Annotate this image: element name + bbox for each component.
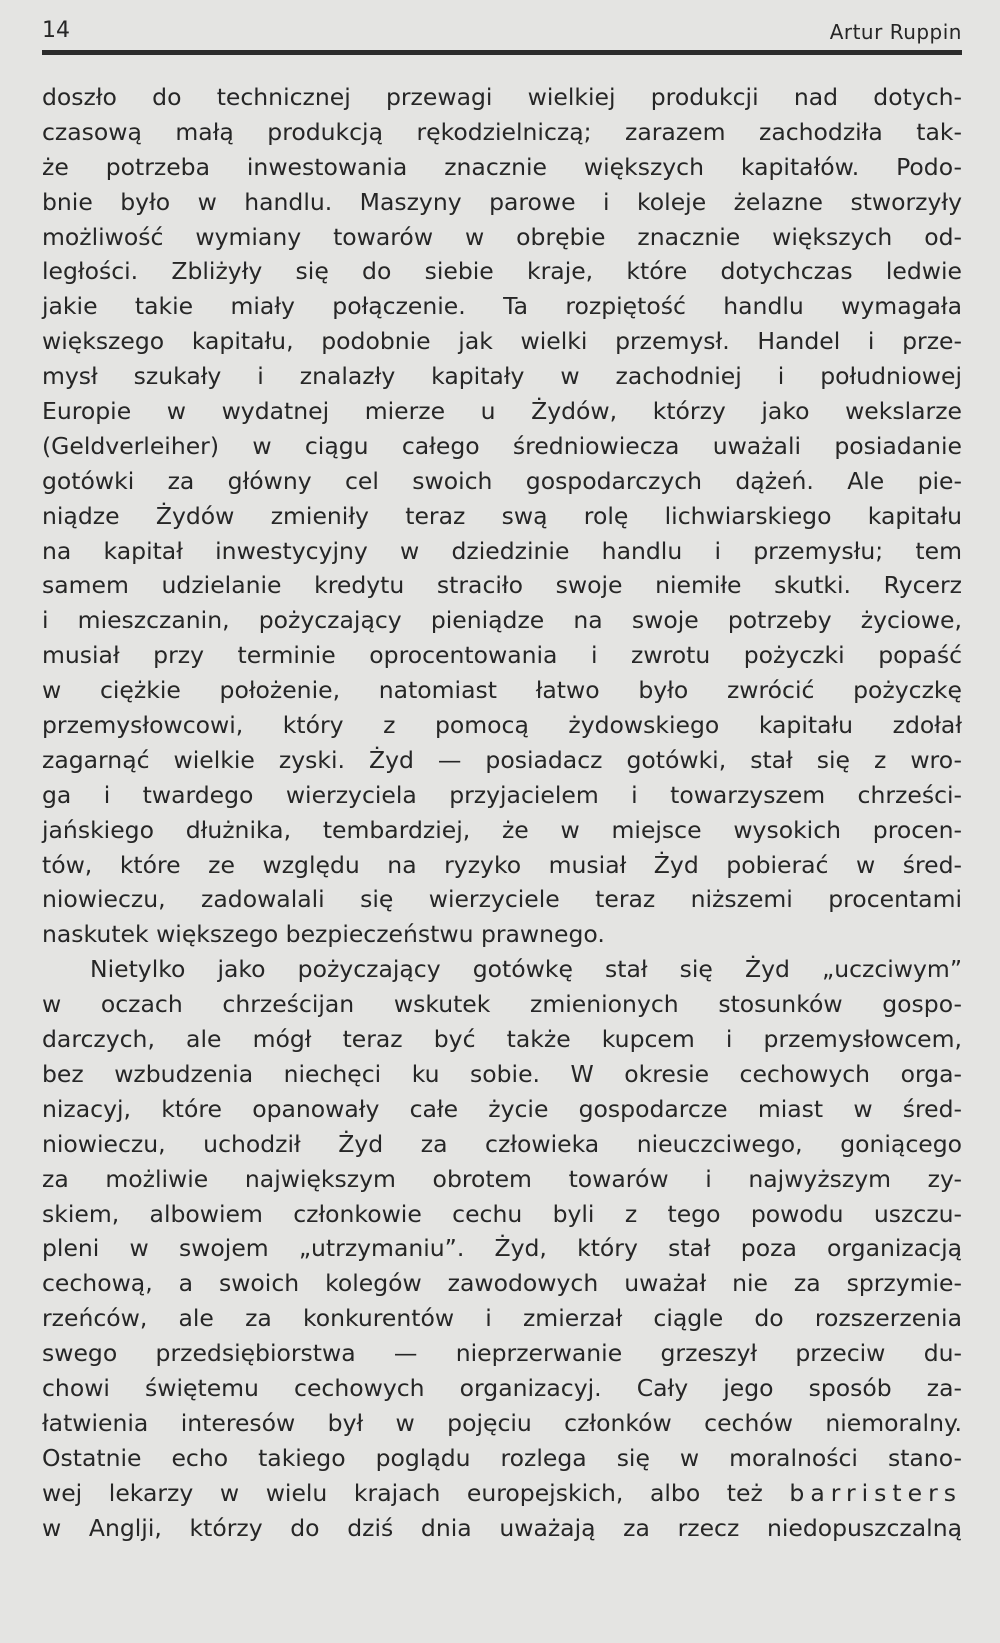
header-rule [42, 50, 962, 55]
text-line: rzeńców, ale za konkurentów i zmierzał ciągle do rozszerzenia [42, 1304, 962, 1333]
text-line: gotówki za główny cel swoich gospodarczych dążeń. Ale pie- [42, 466, 962, 495]
text-line: ległości. Zbliżyły się do siebie kraje, które dotychczas ledwie [42, 257, 962, 286]
text-line: za możliwie największym obrotem towarów i najwyższym zy- [42, 1164, 962, 1193]
text-line: na kapitał inwestycyjny w dziedzinie handlu i przemysłu; tem [42, 536, 962, 565]
text-line: nizacyj, które opanowały całe życie gospodarcze miast w śred- [42, 1094, 962, 1123]
text-line: musiał przy terminie oprocentowania i zwrotu pożyczki popaść [42, 641, 962, 670]
text-line: w oczach chrześcijan wskutek zmienionych stosunków gospo- [42, 990, 962, 1019]
text-line: cechową, a swoich kolegów zawodowych uważał nie za sprzymie- [42, 1269, 962, 1298]
text-line: możliwość wymiany towarów w obrębie znacznie większych od- [42, 222, 962, 251]
text-line: skiem, albowiem członkowie cechu byli z tego powodu uszczu- [42, 1199, 962, 1228]
text-segment: wej lekarzy w wielu krajach europejskich, albo też [42, 1478, 763, 1507]
text-line: łatwienia interesów był w pojęciu członków cechów niemoralny. [42, 1408, 962, 1437]
text-line: przemysłowcowi, który z pomocą żydowskiego kapitału zdołał [42, 711, 962, 740]
text-line: bnie było w handlu. Maszyny parowe i koleje żelazne stworzyły [42, 187, 962, 216]
text-line: niowieczu, uchodził Żyd za człowieka nieuczciwego, goniącego [42, 1129, 962, 1158]
text-line: większego kapitału, podobnie jak wielki przemysł. Handel i prze- [42, 327, 962, 356]
text-line: samem udzielanie kredytu straciło swoje niemiłe skutki. Rycerz [42, 571, 962, 600]
text-line: jakie takie miały połączenie. Ta rozpiętość handlu wymagała [42, 292, 962, 321]
text-line: naskutek większego bezpieczeństwu prawnego. [42, 920, 605, 949]
page-header [42, 18, 962, 48]
text-line: czasową małą produkcją rękodzielniczą; zarazem zachodziła tak- [42, 117, 962, 146]
text-line: Nietylko jako pożyczający gotówkę stał się Żyd „uczciwym” [90, 955, 962, 984]
text-line: zagarnąć wielkie zyski. Żyd — posiadacz gotówki, stał się z wro- [42, 745, 962, 774]
text-line: doszło do technicznej przewagi wielkiej produkcji nad dotych- [42, 83, 962, 111]
text-line: w Anglji, którzy do dziś dnia uważają za rzecz niedopuszczalną [42, 1513, 962, 1542]
text-line: (Geldverleiher) w ciągu całego średniowiecza uważali posiadanie [42, 431, 962, 460]
text-line: w ciężkie położenie, natomiast łatwo było zwrócić pożyczkę [42, 676, 962, 705]
text-line: mysł szukały i znalazły kapitały w zachodniej i południowej [42, 362, 962, 391]
text-line: niądze Żydów zmieniły teraz swą rolę lichwiarskiego kapitału [42, 501, 962, 530]
body-text [42, 80, 962, 1545]
text-line: chowi świętemu cechowych organizacyj. Cały jego sposób za- [42, 1373, 962, 1402]
text-line: Ostatnie echo takiego poglądu rozlega się w moralności stano- [42, 1443, 962, 1472]
text-line: ga i twardego wierzyciela przyjacielem i towarzyszem chrześci- [42, 780, 962, 809]
text-line: że potrzeba inwestowania znacznie większych kapitałów. Podo- [42, 152, 962, 181]
running-title: Artur Ruppin [829, 20, 962, 44]
text-line: darczych, ale mógł teraz być także kupcem i przemysłowcem, [42, 1025, 962, 1054]
text-line: bez wzbudzenia niechęci ku sobie. W okresie cechowych orga- [42, 1059, 962, 1088]
text-line: Europie w wydatnej mierze u Żydów, którzy jako wekslarze [42, 397, 962, 426]
emphasized-word: barristers [789, 1478, 962, 1507]
text-line [42, 1476, 962, 1511]
page-number: 14 [42, 18, 70, 43]
text-line: pleni w swojem „utrzymaniu”. Żyd, który stał poza organizacją [42, 1234, 962, 1263]
text-line: swego przedsiębiorstwa — nieprzerwanie grzeszył przeciw du- [42, 1339, 962, 1368]
text-line: tów, które ze względu na ryzyko musiał Żyd pobierać w śred- [42, 850, 962, 879]
text-line: i mieszczanin, pożyczający pieniądze na swoje potrzeby życiowe, [42, 606, 962, 635]
text-line: jańskiego dłużnika, tembardziej, że w miejsce wysokich procen- [42, 815, 962, 844]
text-line: niowieczu, zadowalali się wierzyciele teraz niższemi procentami [42, 885, 962, 914]
